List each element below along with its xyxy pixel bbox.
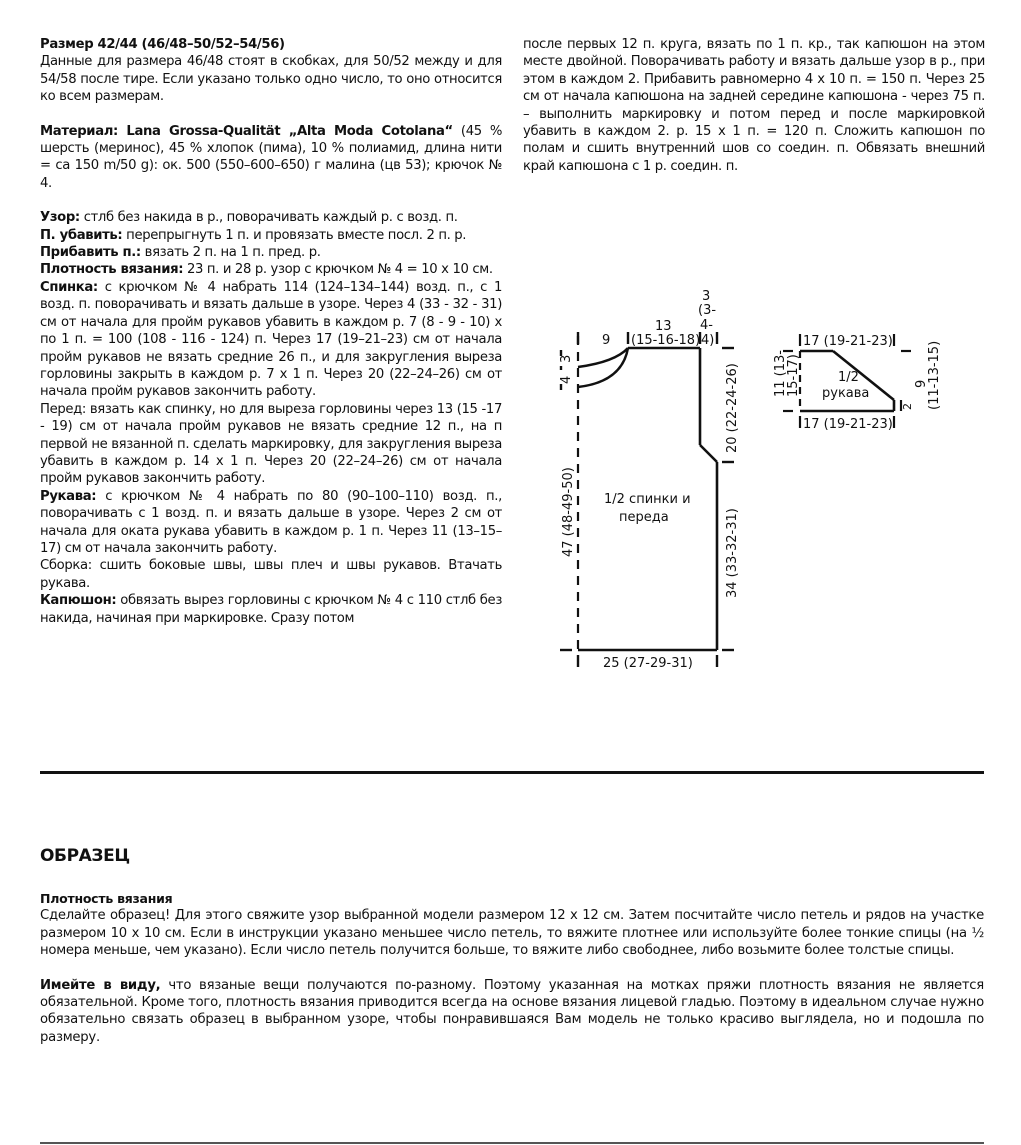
sample-subtitle: Плотность вязания <box>40 891 173 906</box>
increase-label: Прибавить п.: <box>40 245 141 261</box>
neck-width-sizes-label: (15-16-18) <box>631 333 701 348</box>
sample-paragraph: Сделайте образец! Для этого свяжите узор выбранной модели размером 12 х 12 см. Затем посчитайте число петель и рядов на участке размером 10 х 10 см. Если в инструкции указано меньшее число петель, то вяжите плотнее или используйте более тонкие спицы (на ½ номера меньше, чем указано). Если число петель получится больше, то вяжите либо свободнее, либо возьмите более толстые спицы. <box>40 908 984 959</box>
sleeve-top-width-label: 17 (19-21-23) <box>803 334 893 349</box>
sleeve-dimension-labels <box>773 334 942 432</box>
sample-section-title: ОБРАЗЕЦ <box>40 846 130 866</box>
pattern-text: стлб без накида в р., поворачивать каждый р. с возд. п. <box>79 210 458 226</box>
material-text: (45 % шерсть (меринос), 45 % хлопок (пима), 10 % полиамид, длина нити = ca 150 m/50 g): ок. 500 (550–600–650) г малина (цв 53); крючок № 4. <box>40 123 502 191</box>
sleeve-left-height-label-2: 15-17) <box>786 354 801 397</box>
decrease-label: П. убавить: <box>40 227 123 243</box>
armhole-width-label-4: 4) <box>701 333 715 348</box>
body-piece-label-2: переда <box>619 510 669 525</box>
sample-note-label: Имейте в виду, <box>40 977 161 993</box>
armhole-width-label-1: 3 <box>702 289 711 304</box>
total-length-label: 47 (48-49-50) <box>561 467 576 557</box>
side-height-label: 34 (33-32-31) <box>725 508 740 598</box>
assembly-text: Сборка: сшить боковые швы, швы плеч и швы рукавов. Втачать рукава. <box>40 558 502 591</box>
pattern-label: Узор: <box>40 210 80 226</box>
front-text: Перед: вязать как спинку, но для выреза горловины через 13 (15 -17 - 19) см от начала пройм рукавов не вязать средние 12 п., на п первой не вязанной п. сделать маркировку, для закругления выреза убавить в каждом р. 14 х 1 п. Через 20 (22–24–26) см от начала пройм рукавов закончить работу. <box>40 401 502 487</box>
size-heading: Размер 42/44 (46/48–50/52–54/56) <box>40 37 285 52</box>
sleeve-right-height-label-2: (11-13-15) <box>927 340 942 410</box>
hood-continued: после первых 12 п. круга, вязать по 1 п. кр., так капюшон на этом месте двойной. Поворачивать работу и вязать дальше узор в р., при этом в каждом 2. Прибавить равномерно 4 х 10 п. = 150 п. Через 25 см от начала капюшона на задней середине капюшона - через 75 п. – выполнить маркировку и потом перед и после маркировкой убавить в каждом 2. р. 15 х 1 п. = 120 п. Сложить капюшон по полам и сшить внутренний шов со соедин. п. Обвязать внешний край капюшона с 1 р. соедин. п. <box>523 37 985 174</box>
body-dimension-labels <box>559 289 740 671</box>
decrease-text: перепрыгнуть 1 п. и провязать вместе посл. 2 п. р. <box>122 227 467 243</box>
neck-depth-front-label: 4 <box>559 375 574 384</box>
sample-section <box>40 890 984 1046</box>
neck-depth-back-label: 3 <box>559 354 574 363</box>
increase-text: вязать 2 п. на 1 п. пред. р. <box>140 245 321 261</box>
sleeve-right-height-label-1: 9 <box>914 379 929 388</box>
footer-divider <box>40 1142 984 1144</box>
back-text: с крючком № 4 набрать 114 (124–134–144) возд. п., с 1 возд. п. поворачивать и вязать дальше в узоре. Через 4 (33 - 32 - 31) см от начала для пройм рукавов убавить в каждом р. 7 (8 - 9 - 10) х по 1 п. = 100 (108 - 116 - 124) п. Через 17 (19–21–23) см от начала пройм рукавов не вязать средние 26 п., и для закругления выреза горловины закрыть в каждом р. 7 х 1 п. Через 20 (22–24–26) см от начала пройм рукавов закончить работу. <box>40 279 502 400</box>
armhole-width-label-3: 4- <box>700 318 713 333</box>
sample-note <box>40 977 984 1047</box>
hood-text: обвязать вырез горловины с крючком № 4 с 110 стлб без накида, начиная при маркировке. Сразу потом <box>40 593 502 626</box>
material-label: Материал: Lana Grossa-Qualität „Alta Moda Cotolana“ <box>40 123 453 139</box>
armhole-height-label: 20 (22-24-26) <box>725 363 740 453</box>
gauge-label: Плотность вязания: <box>40 262 184 278</box>
sleeve-bottom-width-label: 17 (19-21-23) <box>803 417 893 432</box>
neck-width-value-label: 13 <box>655 319 672 334</box>
size-text: Данные для размера 46/48 стоят в скобках, для 50/52 между и для 54/58 после тире. Если указано только одно число, то оно относится ко всем размерам. <box>40 54 502 105</box>
sleeve-piece-label-1: 1/2 <box>838 370 859 385</box>
sleeve-left-height-label-1: 11 (13- <box>773 350 788 397</box>
gauge-text: 23 п. и 28 р. узор с крючком № 4 = 10 х 10 см. <box>183 262 493 278</box>
body-piece-label-1: 1/2 спинки и <box>604 492 691 507</box>
section-divider <box>40 771 984 774</box>
sleeve-cuff-height-label: 2 <box>901 403 914 410</box>
hood-label: Капюшон: <box>40 593 117 609</box>
bottom-width-label: 25 (27-29-31) <box>603 656 693 671</box>
sample-note-text: что вязаные вещи получаются по-разному. Поэтому указанная на мотках пряжи плотность вязания не является обязательной. Кроме того, плотность вязания приводится всегда на основе вязания лицевой гладью. Поэтому в идеальном случае нужно обязательно связать образец в выбранном узоре, чтобы понравившаяся Вам модель не только красиво выглядела, но и подошла по размеру. <box>40 977 984 1045</box>
sleeves-text: с крючком № 4 набрать по 80 (90–100–110) возд. п., поворачивать с 1 возд. п. и вязать дальше в узоре. Через 2 см от начала для оката рукава убавить в каждом р. 1 п. Через 11 (13–15–17) см от начала закончить работу. <box>40 488 502 556</box>
shoulder-width-label: 9 <box>602 333 611 348</box>
sleeves-label: Рукава: <box>40 488 97 504</box>
back-label: Спинка: <box>40 279 98 295</box>
armhole-width-label-2: (3- <box>698 303 717 318</box>
sleeve-piece-label-2: рукава <box>822 386 870 401</box>
